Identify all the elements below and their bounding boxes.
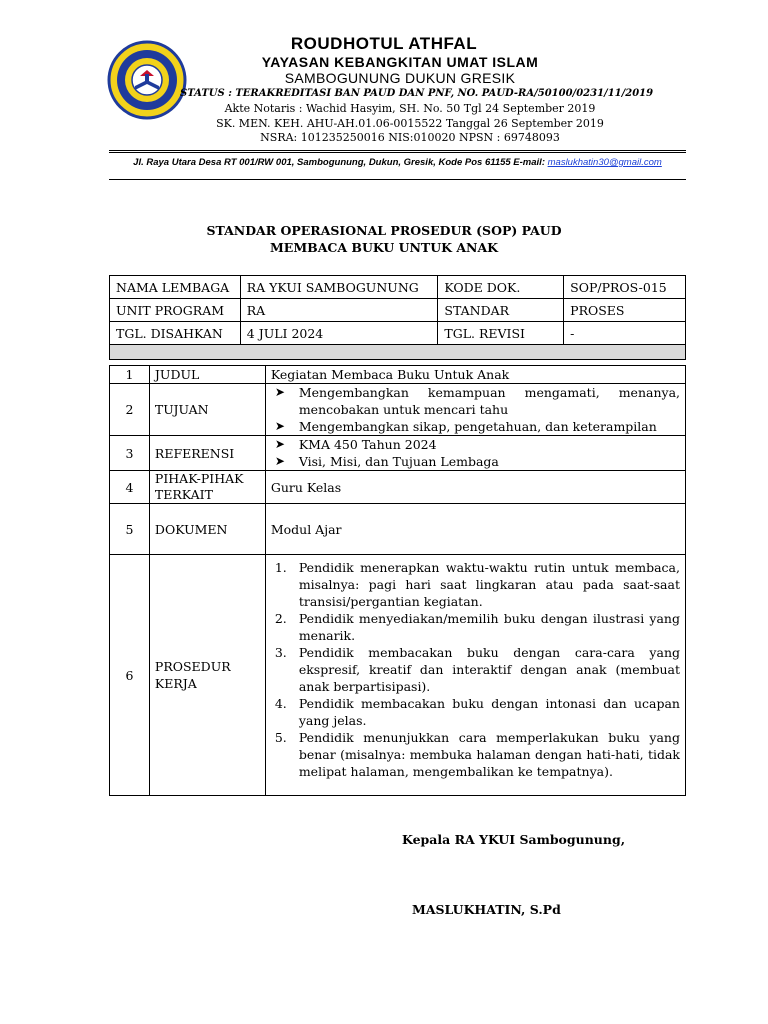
row-value: Kegiatan Membaca Buku Untuk Anak <box>265 366 685 384</box>
row-label: JUDUL <box>149 366 265 384</box>
accreditation-status: STATUS : TERAKREDITASI BAN PAUD DAN PNF, NO. PAUD-RA/50100/0231/11/2019 <box>180 88 654 99</box>
row-label: PROSEDUR KERJA <box>149 555 265 796</box>
signature-name: MASLUKHATIN, S.Pd <box>412 902 561 917</box>
notary-deed: Akte Notaris : Wachid Hasyim, SH. No. 50 Tgl 24 September 2019 <box>224 102 596 115</box>
row-number: 3 <box>110 436 150 471</box>
list-item: ➤ Visi, Misi, dan Tujuan Lembaga <box>274 454 499 469</box>
row-label: REFERENSI <box>149 436 265 471</box>
info-label: KODE DOK. <box>438 276 564 299</box>
arrow-bullet-icon: ➤ <box>274 454 285 468</box>
info-label: STANDAR <box>438 299 564 322</box>
separator-row <box>110 345 686 360</box>
email-link[interactable]: maslukhatin30@gmail.com <box>547 157 662 168</box>
ministry-decree: SK. MEN. KEH. AHU-AH.01.06-0015522 Tanggal 26 September 2019 <box>216 117 604 130</box>
info-row <box>110 299 686 322</box>
list-item: ➤ Mengembangkan kemampuan mengamati, menanya, mencobakan untuk mencari tahu <box>274 385 680 417</box>
document-subtitle: MEMBACA BUKU UNTUK ANAK <box>269 240 499 255</box>
info-label: TGL. DISAHKAN <box>110 322 241 345</box>
sop-row <box>110 366 686 384</box>
info-label: UNIT PROGRAM <box>110 299 241 322</box>
procedure-step: 1. Pendidik menerapkan waktu-waktu rutin untuk membaca, misalnya: pagi hari saat lingkaran atau pada saat-saat transisi/pergantian kegiatan. <box>274 560 680 609</box>
sop-table <box>109 365 686 796</box>
arrow-bullet-icon: ➤ <box>274 437 285 451</box>
row-value <box>265 555 685 796</box>
info-label: TGL. REVISI <box>438 322 564 345</box>
procedure-step: 2. Pendidik menyediakan/memilih buku dengan ilustrasi yang menarik. <box>274 611 680 643</box>
row-label: PIHAK-PIHAK TERKAIT <box>149 471 265 504</box>
row-value: Guru Kelas <box>265 471 685 504</box>
list-item: ➤ KMA 450 Tahun 2024 <box>274 437 437 452</box>
sop-row <box>110 436 686 471</box>
row-number: 5 <box>110 504 150 555</box>
signature-role: Kepala RA YKUI Sambogunung, <box>402 832 626 847</box>
info-value: - <box>564 322 686 345</box>
row-value: Modul Ajar <box>265 504 685 555</box>
procedure-step: 4. Pendidik membacakan buku dengan intonasi dan ucapan yang jelas. <box>274 696 680 728</box>
row-number: 2 <box>110 384 150 436</box>
arrow-bullet-icon: ➤ <box>274 385 285 399</box>
sop-row <box>110 384 686 436</box>
list-item: ➤ Mengembangkan sikap, pengetahuan, dan keterampilan <box>274 419 657 434</box>
row-value <box>265 384 685 436</box>
row-label: DOKUMEN <box>149 504 265 555</box>
info-value: RA YKUI SAMBOGUNUNG <box>240 276 438 299</box>
info-label: NAMA LEMBAGA <box>110 276 241 299</box>
sop-row <box>110 555 686 796</box>
info-row <box>110 322 686 345</box>
school-name: ROUDHOTUL ATHFAL <box>290 34 478 53</box>
school-address <box>109 157 686 168</box>
procedure-step: 3. Pendidik membacakan buku dengan cara-cara yang ekspresif, kreatif dan interaktif dengan anak (membuat anak berpartisipasi). <box>274 645 680 694</box>
row-value <box>265 436 685 471</box>
procedure-step: 5. Pendidik menunjukkan cara memperlakukan buku yang benar (misalnya: membuka halaman dengan hati-hati, tidak melipat halaman, mengembalikan ke tempatnya). <box>274 730 680 779</box>
sop-row <box>110 471 686 504</box>
document-title: STANDAR OPERASIONAL PROSEDUR (SOP) PAUD <box>206 223 562 238</box>
info-table <box>109 275 686 360</box>
arrow-bullet-icon: ➤ <box>274 419 285 433</box>
row-number: 6 <box>110 555 150 796</box>
row-number: 1 <box>110 366 150 384</box>
sop-row <box>110 504 686 555</box>
address-text: Jl. Raya Utara Desa RT 001/RW 001, Sambogunung, Dukun, Gresik, Kode Pos 61155 E-mail: <box>133 157 548 168</box>
info-value: PROSES <box>564 299 686 322</box>
info-value: RA <box>240 299 438 322</box>
info-row <box>110 276 686 299</box>
school-location: SAMBOGUNUNG DUKUN GRESIK <box>284 70 516 86</box>
row-label: TUJUAN <box>149 384 265 436</box>
info-value: 4 JULI 2024 <box>240 322 438 345</box>
registration-numbers: NSRA: 101235250016 NIS:010020 NPSN : 69748093 <box>260 131 560 144</box>
foundation-name: YAYASAN KEBANGKITAN UMAT ISLAM <box>261 54 539 70</box>
info-value: SOP/PROS-015 <box>564 276 686 299</box>
row-number: 4 <box>110 471 150 504</box>
